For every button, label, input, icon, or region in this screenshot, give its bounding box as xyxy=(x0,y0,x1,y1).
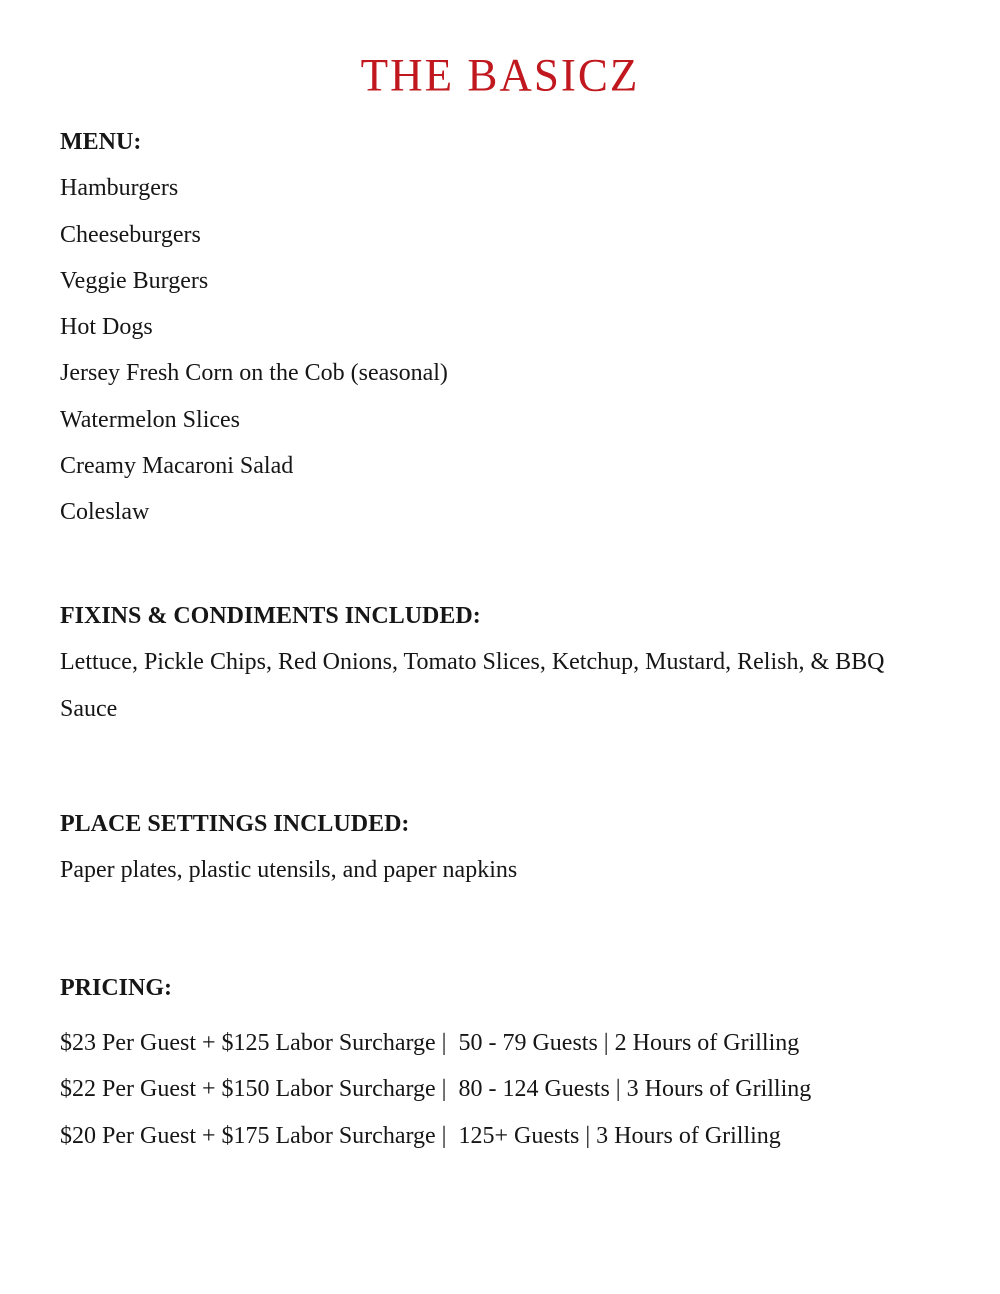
menu-item: Watermelon Slices xyxy=(60,406,241,433)
fixins-text-line: Sauce xyxy=(60,695,118,722)
menu-section xyxy=(60,119,945,536)
menu-item: Hamburgers xyxy=(60,175,179,202)
pricing-tier: $20 Per Guest + $175 Labor Surcharge | 125+ Guests | 3 Hours of Grilling xyxy=(60,1122,781,1149)
menu-item: Creamy Macaroni Salad xyxy=(60,453,294,480)
place-settings-heading: PLACE SETTINGS INCLUDED: xyxy=(60,811,410,837)
fixins-section xyxy=(60,593,945,732)
pricing-tier: $23 Per Guest + $125 Labor Surcharge | 50 - 79 Guests | 2 Hours of Grilling xyxy=(60,1030,800,1056)
pricing-tier: $22 Per Guest + $150 Labor Surcharge | 80 - 124 Guests | 3 Hours of Grilling xyxy=(60,1076,812,1103)
menu-item: Hot Dogs xyxy=(60,314,153,341)
menu-heading: MENU: xyxy=(60,129,142,155)
menu-item: Jersey Fresh Corn on the Cob (seasonal) xyxy=(60,360,448,387)
menu-item: Veggie Burgers xyxy=(60,267,209,294)
pricing-heading-section xyxy=(60,965,945,1011)
pricing-section xyxy=(60,1020,945,1159)
pricing-heading: PRICING: xyxy=(60,975,172,1001)
menu-item: Coleslaw xyxy=(60,499,150,526)
place-settings-text: Paper plates, plastic utensils, and paper napkins xyxy=(60,857,518,884)
fixins-text-line: Lettuce, Pickle Chips, Red Onions, Tomato Slices, Ketchup, Mustard, Relish, & BBQ xyxy=(60,649,885,676)
page-title: THE BASICZ xyxy=(360,49,640,101)
fixins-heading: FIXINS & CONDIMENTS INCLUDED: xyxy=(60,603,481,629)
place-settings-section xyxy=(60,801,945,894)
menu-item: Cheeseburgers xyxy=(60,221,201,248)
